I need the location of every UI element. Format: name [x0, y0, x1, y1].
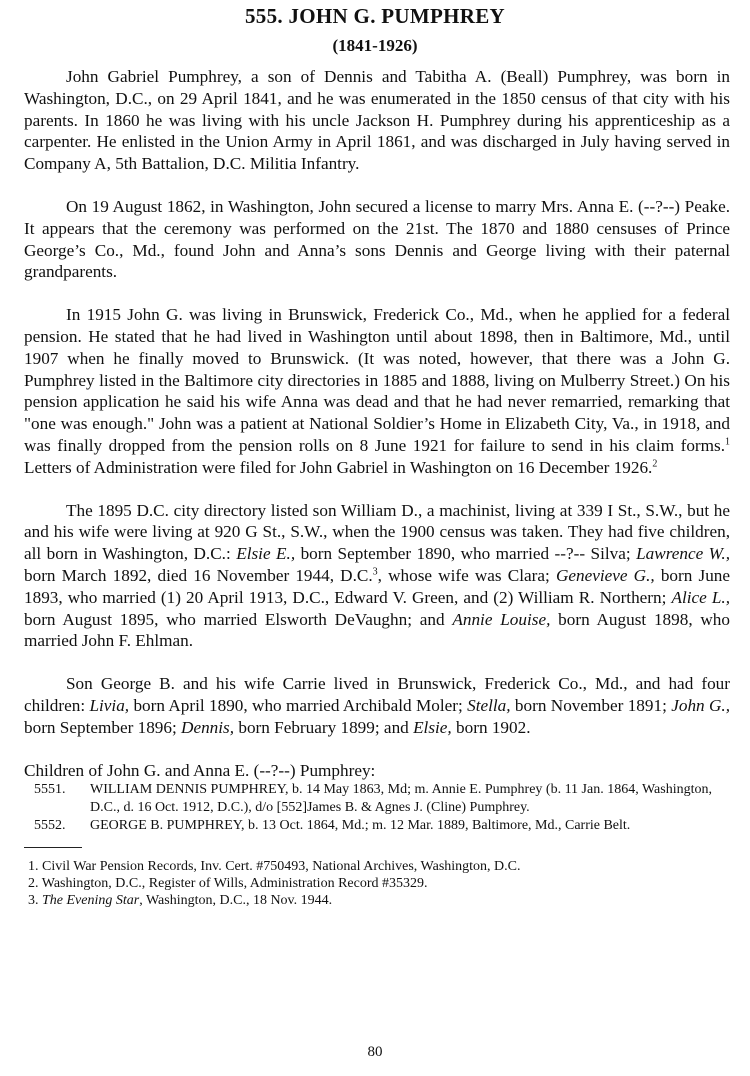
child-entry: [34, 817, 730, 835]
paragraph: [24, 66, 730, 175]
child-entry: [34, 781, 730, 817]
italic-name: The Evening Star: [42, 892, 140, 908]
text-segment: born March 1892, died 16 November 1944, D.C.: [24, 565, 373, 585]
text-segment: born September 1890, who married --?-- Silva;: [295, 544, 637, 564]
footnote: [28, 892, 730, 909]
italic-name: Elsie E.,: [236, 544, 296, 564]
child-number: 5552.: [34, 817, 66, 833]
text-segment: born April 1890, who married Archibald Moler;: [129, 695, 468, 715]
italic-name: Livia,: [89, 695, 130, 715]
footnote: [28, 875, 730, 892]
text-segment: born February 1899; and: [234, 717, 414, 737]
italic-name: Dennis,: [181, 717, 235, 737]
footnotes: [24, 858, 730, 909]
child-text: GEORGE B. PUMPHREY, b. 13 Oct. 1864, Md.; m. 12 Mar. 1889, Baltimore, Md., Carrie Belt.: [90, 817, 631, 833]
italic-name: John G.,: [671, 695, 730, 715]
footnote-ref: 3: [372, 566, 378, 578]
page-title: 555. JOHN G. PUMPHREY: [244, 4, 506, 28]
children-heading: Children of John G. and Anna E. (--?--) Pumphrey:: [24, 760, 376, 780]
child-text: WILLIAM DENNIS PUMPHREY, b. 14 May 1863, Md; m. Annie E. Pumphrey (b. 11 Jan. 1864, Washington, D.C., d. 16 Oct. 1912, D.C.), d/o [552]James B. & Agnes J. (Cline) Pumphrey.: [90, 781, 712, 815]
footnote-ref: 2: [652, 458, 658, 470]
life-dates: (1841-1926): [332, 36, 418, 55]
italic-name: Alice L.,: [671, 587, 730, 607]
text-segment: 3.: [28, 892, 42, 908]
page-number: 80: [367, 1044, 383, 1060]
text-segment: The 1895 D.C. city directory listed son William D., a machinist, living at 339 I St., S.W., but he and his wife were living at 920 G St., S.W., when the 1900 census was taken. They had five children, all born in Washington, D.C.:: [24, 500, 730, 564]
text-segment: born August 1895, who married Elsworth DeVaughn; and: [24, 609, 453, 629]
document-body: [24, 66, 730, 909]
paragraphs: [24, 66, 730, 739]
text-segment: born November 1891;: [510, 695, 672, 715]
footnote: [28, 858, 730, 875]
italic-name: Stella,: [467, 695, 511, 715]
text-segment: , Washington, D.C., 18 Nov. 1944.: [139, 892, 333, 908]
text-segment: born June 1893, who married (1) 20 April 1913, D.C., Edward V. Green, and (2) William R. Northern;: [24, 565, 731, 607]
text-segment: 2. Washington, D.C., Register of Wills, Administration Record #35329.: [28, 875, 428, 891]
text-segment: 1. Civil War Pension Records, Inv. Cert. #750493, National Archives, Washington, D.C.: [28, 858, 521, 874]
italic-name: Genevieve G.,: [555, 565, 655, 585]
text-segment: born September 1896;: [24, 717, 182, 737]
text-segment: On 19 August 1862, in Washington, John secured a license to marry Mrs. Anna E. (--?--) Peake. It appears that the ceremony was performed on the 21st. The 1870 and 1880 censuses of Prince George’s Co., Md., found John and Anna’s sons Dennis and George living with their paternal grandparents.: [24, 196, 730, 282]
footnote-divider: [24, 847, 82, 848]
footnote-ref: 1: [725, 436, 730, 448]
paragraph: [24, 304, 730, 478]
text-segment: Letters of Administration were filed for John Gabriel in Washington on 16 December 1926.: [24, 457, 653, 477]
text-segment: In 1915 John G. was living in Brunswick, Frederick Co., Md., when he applied for a federal pension. He stated that he had lived in Washington until about 1898, then in Baltimore, Md., until 1907 when he finally moved to Brunswick. (It was noted, however, that there was a John G. Pumphrey listed in the Baltimore city directories in 1885 and 1888, living on Mulberry Street.) On his pension application he said his wife Anna was dead and that he had never remarried, remarking that "one was enough." John was a patient at National Soldier’s Home in Elizabeth City, Va., in 1918, and was finally dropped from the pension rolls on 8 June 1921 for failure to send in his claim forms.: [24, 305, 730, 455]
paragraph: [24, 196, 730, 283]
text-segment: , whose wife was Clara;: [377, 565, 556, 585]
text-segment: born August 1898, who married John F. Ehlman.: [24, 609, 730, 651]
paragraph: [24, 500, 730, 653]
italic-name: Annie Louise,: [452, 609, 551, 629]
children-list: [24, 781, 730, 835]
text-segment: John Gabriel Pumphrey, a son of Dennis and Tabitha A. (Beall) Pumphrey, was born in Washington, D.C., on 29 April 1841, and he was enumerated in the 1850 census of that city with his parents. In 1860 he was living with his uncle Jackson H. Pumphrey during his apprenticeship as a carpenter. He enlisted in the Union Army in April 1861, and was discharged in July having served in Company A, 5th Battalion, D.C. Militia Infantry.: [24, 67, 730, 174]
text-segment: Son George B. and his wife Carrie lived in Brunswick, Frederick Co., Md., and had four children:: [24, 674, 730, 715]
child-number: 5551.: [34, 781, 66, 797]
paragraph: [24, 673, 730, 738]
italic-name: Lawrence W.,: [636, 544, 731, 564]
text-segment: born 1902.: [451, 717, 531, 737]
italic-name: Elsie,: [413, 717, 452, 737]
